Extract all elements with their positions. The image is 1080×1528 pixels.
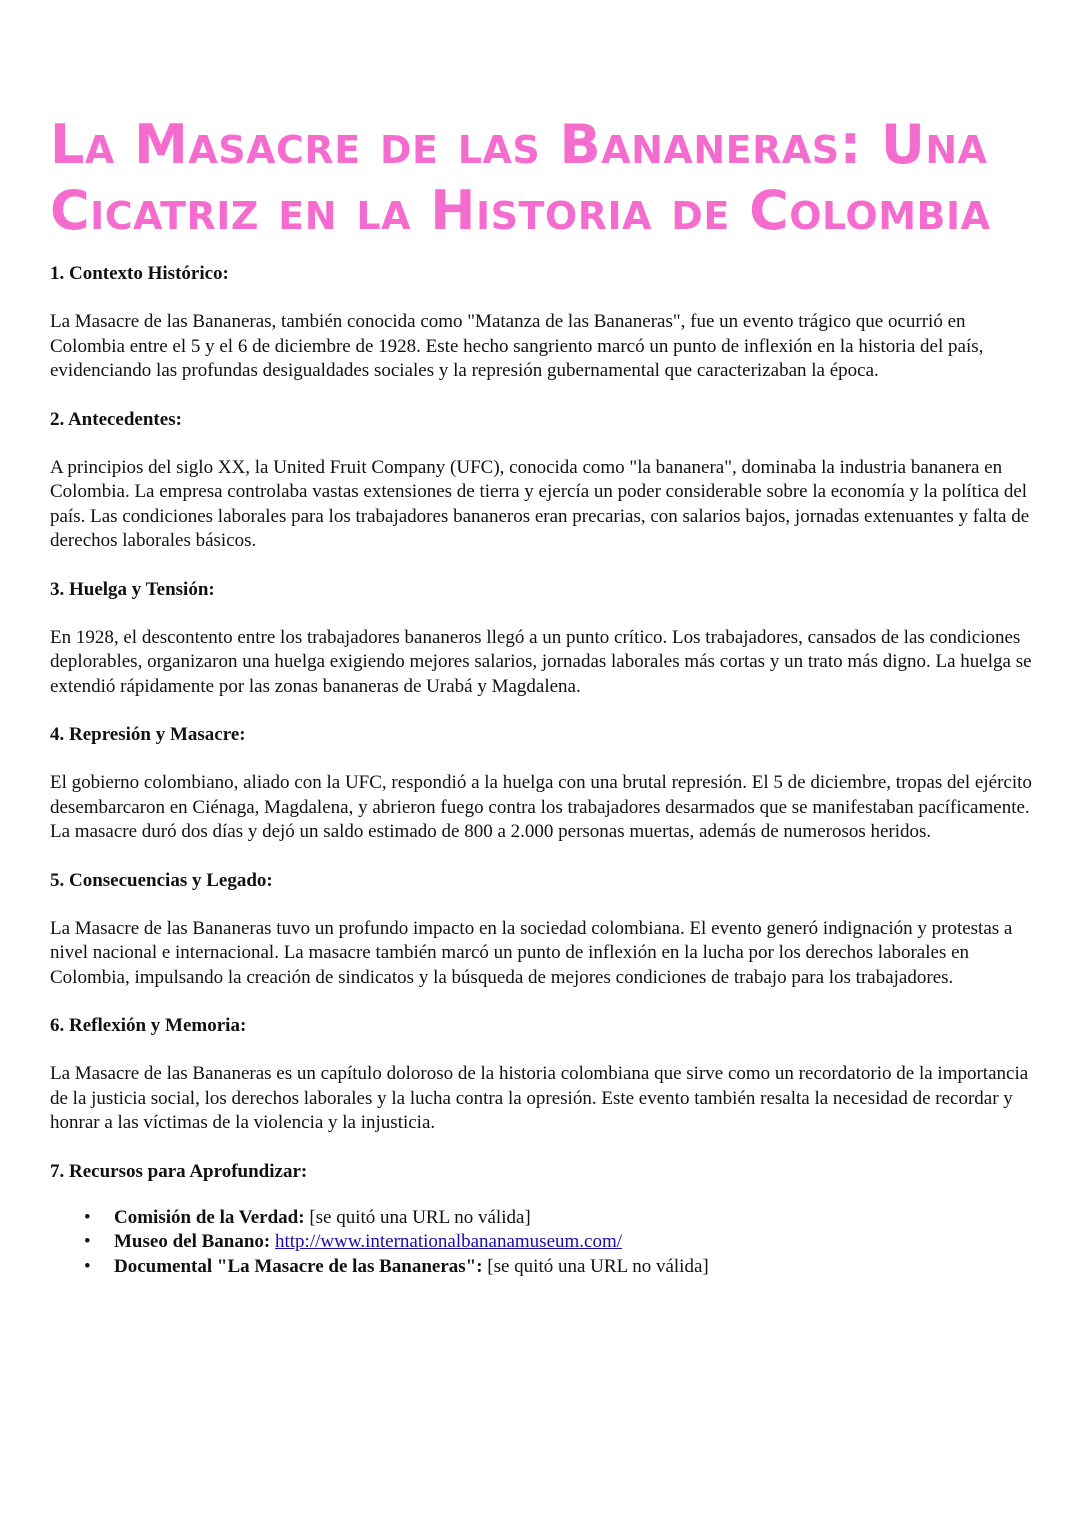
section-paragraph: En 1928, el descontento entre los trabajadores bananeros llegó a un punto crítico. Los trabajadores, cansados de las condiciones deplorables, organizaron una huelga exigiendo mejores salarios, jornadas laborales más cortas y un trato más digno. La huelga se extendió rápidamente por las zonas bananeras de Urabá y Magdalena. xyxy=(50,626,1032,697)
resource-label: Comisión de la Verdad: xyxy=(114,1206,305,1228)
resource-text: [se quitó una URL no válida] xyxy=(309,1206,531,1228)
section-heading: 3. Huelga y Tensión: xyxy=(50,578,215,600)
section-heading: 5. Consecuencias y Legado: xyxy=(50,869,273,891)
section-reflexion-memoria xyxy=(50,1014,1030,1136)
section-antecedentes xyxy=(50,408,1030,554)
document-title xyxy=(50,112,991,244)
section-paragraph: La Masacre de las Bananeras es un capítulo doloroso de la historia colombiana que sirve como un recordatorio de la importancia de la justicia social, los derechos laborales y la lucha contra la opresión. Este evento también resalta la necesidad de recordar y honrar a las víctimas de la violencia y la injusticia. xyxy=(50,1063,1029,1133)
section-paragraph: La Masacre de las Bananeras, también conocida como "Matanza de las Bananeras", fue un evento trágico que ocurrió en Colombia entre el 5 y el 6 de diciembre de 1928. Este hecho sangriento marcó un punto de inflexión en la historia del país, evidenciando las profundas desigualdades sociales y la represión gubernamental que caracterizaban la época. xyxy=(50,311,984,381)
section-represion-masacre xyxy=(50,723,1030,845)
section-paragraph: La Masacre de las Bananeras tuvo un profundo impacto en la sociedad colombiana. El evento generó indignación y protestas a nivel nacional e internacional. La masacre también marcó un punto de inflexión en la lucha por los derechos laborales en Colombia, impulsando la creación de sindicatos y la búsqueda de mejores condiciones de trabajo para los trabajadores. xyxy=(50,917,1013,988)
section-contexto-historico xyxy=(50,262,1030,384)
section-consecuencias-legado xyxy=(50,869,1030,991)
section-paragraph: A principios del siglo XX, la United Fruit Company (UFC), conocida como "la bananera", dominaba la industria bananera en Colombia. La empresa controlaba vastas extensiones de tierra y ejercía un poder considerable sobre la economía y la política del país. Las condiciones laborales para los trabajadores bananeros eran precarias, con salarios bajos, jornadas extenuantes y falta de derechos laborales básicos. xyxy=(50,456,1030,551)
section-heading: 4. Represión y Masacre: xyxy=(50,724,246,745)
resources-list xyxy=(50,1206,1030,1280)
museo-banano-link[interactable]: http://www.internationalbananamuseum.com/ xyxy=(275,1231,623,1252)
section-paragraph: El gobierno colombiano, aliado con la UFC, respondió a la huelga con una brutal represión. El 5 de diciembre, tropas del ejército desembarcaron en Ciénaga, Magdalena, y abrieron fuego contra los trabajadores desarmados que se manifestaban pacíficamente. La masacre duró dos días y dejó un saldo estimado de 800 a 2.000 personas muertas, además de numerosos heridos. xyxy=(50,772,1032,842)
resource-item-museo-banano xyxy=(50,1230,1030,1255)
resource-item-comision-verdad xyxy=(50,1206,1030,1231)
resource-item-documental xyxy=(50,1255,1030,1280)
section-heading: 2. Antecedentes: xyxy=(50,408,182,430)
section-heading: 1. Contexto Histórico: xyxy=(50,263,229,284)
bullet-icon: • xyxy=(84,1231,91,1252)
resource-label: Museo del Banano: xyxy=(114,1231,271,1252)
section-heading: 6. Reflexión y Memoria: xyxy=(50,1015,247,1036)
resource-label: Documental "La Masacre de las Bananeras": xyxy=(114,1255,483,1277)
bullet-icon: • xyxy=(84,1206,91,1228)
section-huelga-tension xyxy=(50,578,1030,700)
resource-text: [se quitó una URL no válida] xyxy=(487,1255,709,1277)
title-line-2: Cicatriz en la Historia de Colombia xyxy=(50,179,991,242)
bullet-icon: • xyxy=(84,1255,91,1277)
title-line-1: La Masacre de las Bananeras: Una xyxy=(50,113,988,176)
section-heading: 7. Recursos para Aprofundizar: xyxy=(50,1160,308,1182)
section-recursos xyxy=(50,1160,1030,1280)
